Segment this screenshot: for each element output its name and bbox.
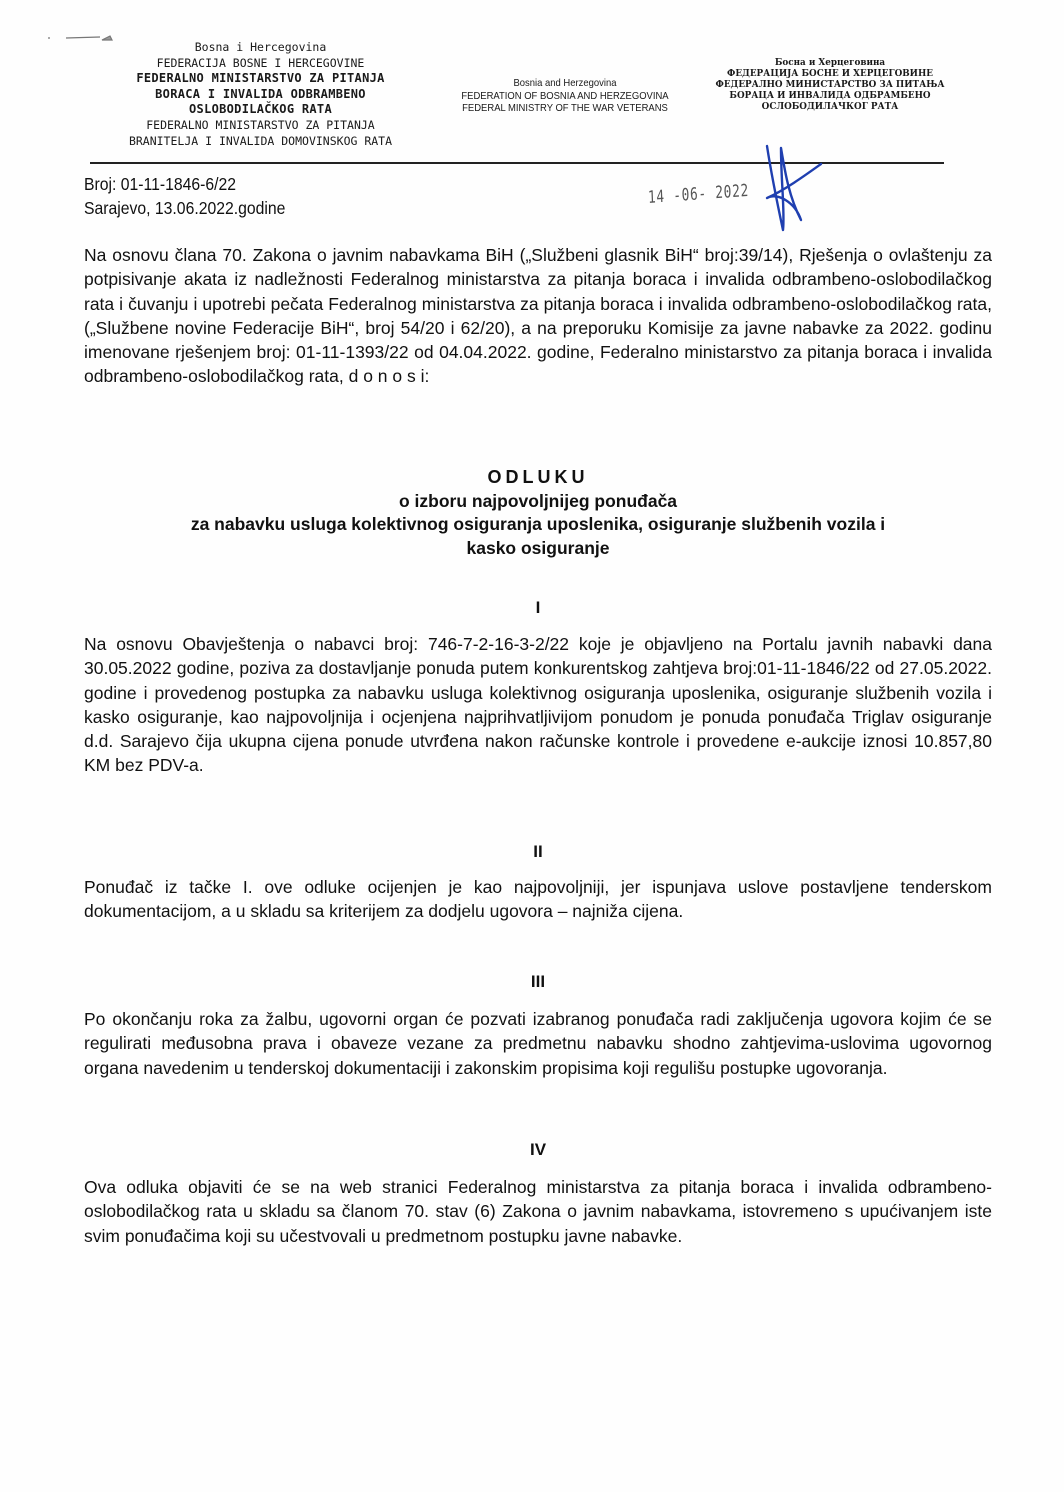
letterhead-line: FEDERATION OF BOSNIA AND HERZEGOVINA: [461, 89, 669, 102]
decision-title: [84, 466, 992, 560]
section-numeral: III: [530, 972, 546, 991]
section-paragraph: Ponuđač iz tačke I. ove odluke ocijenjen je kao najpovoljniji, jer ispunjava uslove postavljene tenderskom dokumentacijom, a u skladu sa kriterijem za dodjelu ugovora – najniža cijena.: [84, 877, 992, 922]
letterhead-line: FEDERAL MINISTRY OF THE WAR VETERANS: [462, 102, 668, 114]
letterhead-cyrillic: [690, 58, 970, 113]
letterhead-line: OSLOBODILAČKOG RATA: [189, 102, 332, 117]
letterhead-line: Bosnia and Herzegovina: [513, 77, 617, 89]
received-date-stamp: 14 -06- 2022: [647, 180, 750, 208]
decision-subtitle-line: o izboru najpovoljnijeg ponuđača: [398, 490, 678, 511]
preamble-paragraph: Na osnovu člana 70. Zakona o javnim nabavkama BiH („Službeni glasnik BiH“ broj:39/14), Rješenja o ovlaštenju za potpisivanje akata iz nadležnosti Federalnog ministarstva za pitanja boraca i invalida odbrambeno-oslobodilačkog rata i čuvanju i upotrebi pečata Federalnog ministarstva za pitanja boraca i invalida odbrambeno-oslobodilačkog rata, („Službene novine Federacije BiH“, broj 54/20 i 62/20), a na preporuku Komisije za javne nabavke za 2022. godinu imenovane rješenjem broj: 01-11-1393/22 od 04.04.2022. godine, Federalno ministarstvo za pitanja boraca i invalida odbrambeno-oslobodilačkog rata, d o n o s i:: [84, 245, 992, 387]
signature-icon: [755, 142, 825, 234]
letterhead-line: ФЕДЕРАЛНО МИНИСТАРСТВО ЗА ПИТАЊА: [715, 80, 945, 90]
section-paragraph: Po okončanju roka za žalbu, ugovorni organ će pozvati izabranog ponuđača radi zaključenja ugovora kojim će se regulirati međusobna prava i obaveze vezane za predmetnu nabavku shodno zahtjevima-uslovima ugovornog organa navedenim u tenderskoj dokumentaciji i zakonskim propisima koji regulišu postupke ugovoranja.: [84, 1009, 992, 1078]
letterhead-line: FEDERALNO MINISTARSTVO ZA PITANJA: [146, 117, 375, 132]
letterhead-line: FEDERACIJA BOSNE I HERCEGOVINE: [156, 55, 365, 70]
letterhead-line: ОСЛОБОДИЛАЧКОГ РАТА: [761, 102, 899, 112]
document-place-date: Sarajevo, 13.06.2022.godine: [84, 198, 286, 218]
letterhead-english: [444, 77, 687, 115]
document-number: Broj: 01-11-1846-6/22: [84, 174, 237, 194]
letterhead-line: Босна и Херцеговина: [774, 58, 886, 68]
section-paragraph: Ova odluka objaviti će se na web stranici Federalnog ministarstva za pitanja boraca i invalida odbrambeno-oslobodilačkog rata u skladu sa članom 70. stav (6) Zakona o javnim nabavkama, istovremeno s upućivanjem iste svim ponuđačima koji su učestvovali u predmetnom postupku javne nabavke.: [84, 1177, 992, 1246]
section-numeral: IV: [529, 1140, 547, 1159]
letterhead-line: FEDERALNO MINISTARSTVO ZA PITANJA: [136, 71, 385, 86]
section-numeral: II: [533, 842, 543, 861]
letterhead-bosnian: [88, 40, 433, 149]
letterhead-line: Bosna i Hercegovina: [194, 40, 327, 54]
decision-subtitle-line: kasko osiguranje: [466, 537, 610, 558]
document-meta: [84, 172, 285, 220]
letterhead-line: BRANITELJA I INVALIDA DOMOVINSKOG RATA: [128, 133, 393, 148]
letterhead-line: ФЕДЕРАЦИЈА БОСНЕ И ХЕРЦЕГОВИНЕ: [726, 69, 934, 79]
letterhead-line: БОРАЦА И ИНВАЛИДА ОДБРАМБЕНО: [729, 91, 931, 101]
letterhead-line: BORACA I INVALIDA ODBRAMBENO: [155, 86, 366, 101]
section-paragraph: Na osnovu Obavještenja o nabavci broj: 746-7-2-16-3-2/22 koje je objavljeno na Portalu javnih nabavki dana 30.05.2022 godine, poziva za dostavljanje ponuda putem konkurentskog zahtjeva broj:01-11-1846/22 od 27.05.2022. godine i provedenog postupka za nabavku usluga kolektivnog osiguranja uposlenika, osiguranje službenih vozila i kasko osiguranje, kao najpovoljnija i ocjenjena najprihvatljivijom ponudom je ponuda ponuđača Triglav osiguranje d.d. Sarajevo čija ukupna cijena ponude utvrđena nakon računske kontrole i provedene e-aukcije iznosi 10.857,80 KM bez PDV-a.: [84, 634, 992, 776]
decision-heading: ODLUKU: [487, 467, 589, 487]
decision-subtitle-line: za nabavku usluga kolektivnog osiguranja uposlenika, osiguranje službenih vozila i: [190, 514, 886, 534]
section-numeral: I: [535, 598, 541, 617]
